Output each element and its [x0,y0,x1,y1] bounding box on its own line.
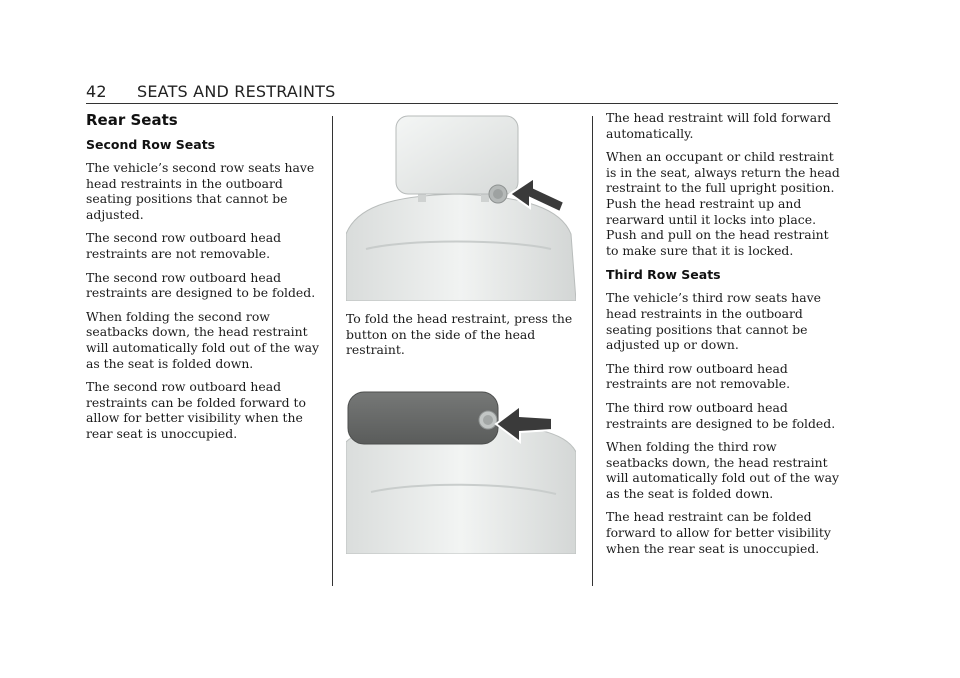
section-title: SEATS AND RESTRAINTS [137,82,336,101]
column-left [86,110,326,450]
paragraph: The second row outboard head restraints are not removable. [86,230,282,261]
third-row-heading: Third Row Seats [606,267,721,283]
arrow-icon [508,176,568,226]
upright-head-restraint-illustration [346,114,576,301]
header-rule [86,103,838,104]
paragraph: The second row outboard head restraints can be folded forward to allow for better visibility when the rear seat is unoccupied. [86,379,306,441]
paragraph: When an occupant or child restraint is in the seat, always return the head restraint to the full upright position. Push the head restraint up and rearward until it locks into place. Push and pull on the head restraint to make sure that it is locked. [606,149,840,258]
paragraph: When folding the third row seatbacks down, the head restraint will automatically fold out of the way as the seat is folded down. [606,439,839,501]
page-number: 42 [86,82,107,101]
column-divider-right [592,116,593,586]
paragraph: The third row outboard head restraints are designed to be folded. [606,399,836,431]
paragraph: The head restraint can be folded forward to allow for better visibility when the rear seat is unoccupied. [606,509,831,556]
paragraph: The head restraint will fold forward automatically. [606,110,831,141]
paragraph: The second row outboard head restraints are designed to be folded. [86,269,316,301]
column-divider-left [332,116,333,586]
second-row-heading: Second Row Seats [86,137,216,152]
paragraph: The third row outboard head restraints are not removable. [606,360,791,392]
arrow-icon [494,402,556,452]
figure-caption [346,311,582,366]
folded-head-restraint-illustration [346,372,576,554]
paragraph: The vehicle’s second row seats have head restraints in the outboard seating positions that cannot be adjusted. [86,160,315,222]
paragraph: The vehicle’s third row seats have head restraints in the outboard seating positions that cannot be adjusted up or down. [606,290,821,353]
page-header [86,82,838,104]
column-right [606,110,842,564]
caption-text: To fold the head restraint, press the button on the side of the head restraint. [346,311,573,358]
folded-seat-svg [346,372,576,554]
paragraph: When folding the second row seatbacks down, the head restraint will automatically fold out of the way as the seat is folded down. [86,308,319,371]
rear-seats-title: Rear Seats [86,111,178,129]
